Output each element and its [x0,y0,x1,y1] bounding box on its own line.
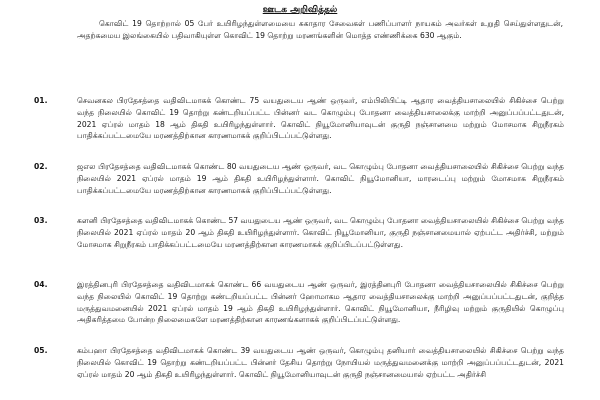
item-text: ஜஎல பிரதேசத்தை வதிவிடமாகக் கொண்ட 80 வயதுடைய ஆண் ஒருவர், வட கொழும்பு போதனா வைத்தியசாலையில் சிகிச்சை பெற்று வந்த நிலையில் 2021 ஏப்ரல் மாதம் 19 ஆம் திகதி உயிரிழந்துள்ளார். கொவிட் நியூமோனியா, மாரடைப்பு மற்றும் மோசமாக சிறுநீரகம் பாதிக்கப்பட்டமையே மரணத்திற்கான காரணமாகக் குறிப்பிடப்பட்டுள்ளது. [77,162,564,195]
item-number: 05. [34,346,48,355]
item-number: 02. [34,162,48,171]
item-text: களனி பிரதேசத்தை வதிவிடமாகக் கொண்ட 57 வயதுடைய ஆண் ஒருவர், வட கொழும்பு போதனா வைத்தியசாலையில் சிகிச்சை பெற்று வந்த நிலையில் 2021 ஏப்ரல் மாதம் 20 ஆம் திகதி உயிரிழந்துள்ளார். கொவிட் நியூமோனியா, குருதி நஞ்சானமையால் ஏற்பட்ட அதிர்ச்சி, மற்றும் மோசமாக சிறுநீரகம் பாதிக்கப்பட்டமையே மரணத்திற்கான காரணமாகக் குறிப்பிடப்பட்டுள்ளது. [77,216,564,249]
item-text: கம்பஹா பிரதேசத்தை வதிவிடமாகக் கொண்ட 39 வயதுடைய ஆண் ஒருவர், கொழும்பு தனியார் வைத்தியசாலையில் சிகிச்சை பெற்று வந்த நிலையில் கொவிட் 19 தொற்று கண்டறியப்பட்ட பின்னர் தேசிய தொற்று நோயியல் மருத்துவமனைக்கு மாற்றி அனுப்பப்பட்டதுடன், 2021 ஏப்ரல் மாதம் 20 ஆம் திகதி உயிரிழந்துள்ளார். கொவிட் நியூமோனியாவுடன் குருதி நஞ்சானமையால் ஏற்பட்ட அதிர்ச்சி [77,346,564,379]
item-number: 04. [34,280,48,289]
intro-paragraph: கொவிட் 19 தொற்றால் 05 பேர் உயிரிழந்துள்ளமையை சுகாதார சேவைகள் பணிப்பாளர் நாயகம் அவர்கள் உறுதி செய்துள்ளதுடன், அதற்கமைய இலங்கையில் பதிவாகியுள்ள கொவிட் 19 தொற்று மரணங்களின் மொத்த எண்ணிக்கை 630 ஆகும். [77,19,563,40]
item-number: 03. [34,216,48,225]
item-text: இரத்தினபுரி பிரதேசத்தை வதிவிடமாகக் கொண்ட 66 வயதுடைய ஆண் ஒருவர், இரத்தினபுரி போதனா வைத்தியசாலையில் சிகிச்சை பெற்று வந்த நிலையில் கொவிட் 19 தொற்று கண்டறியப்பட்ட பின்னர் ஹோமாகம ஆதார வைத்தியசாலைக்கு மாற்றி அனுப்பப்பட்டதுடன், குறித்த மருத்துவமனையில் 2021 ஏப்ரல் மாதம் 19 ஆம் திகதி உயிரிழந்துள்ளார். கொவிட் நியூமோனியா, நீரிழிவு மற்றும் குருதியில் கொழுப்பு அதிகரித்தமை போன்ற நிலைமைகளே மரணத்திற்கான காரணங்களாகக் குறிப்பிடப்பட்டுள்ளது. [77,280,564,325]
item-number: 01. [34,96,48,105]
item-text: செவனகல பிரதேசத்தை வதிவிடமாகக் கொண்ட 75 வயதுடைய ஆண் ஒருவர், எம்பிலிபிட்டி ஆதார வைத்தியசாலையில் சிகிச்சை பெற்று வந்த நிலையில் கொவிட் 19 தொற்று கண்டறியப்பட்ட பின்னர் வட கொழும்பு போதனா வைத்தியசாலைக்கு மாற்றி அனுப்பப்பட்டதுடன், 2021 ஏப்ரல் மாதம் 18 ஆம் திகதி உயிரிழந்துள்ளார். கொவிட் நியூமோனியாவுடன் குருதி நஞ்சானமை மற்றும் மோசமாக சிறுநீரகம் பாதிக்கப்பட்டமையே மரணத்திற்கான காரணமாகக் குறிப்பிடப்பட்டுள்ளது. [77,96,564,141]
document-title: ஊடக அறிவித்தல் [262,5,338,15]
